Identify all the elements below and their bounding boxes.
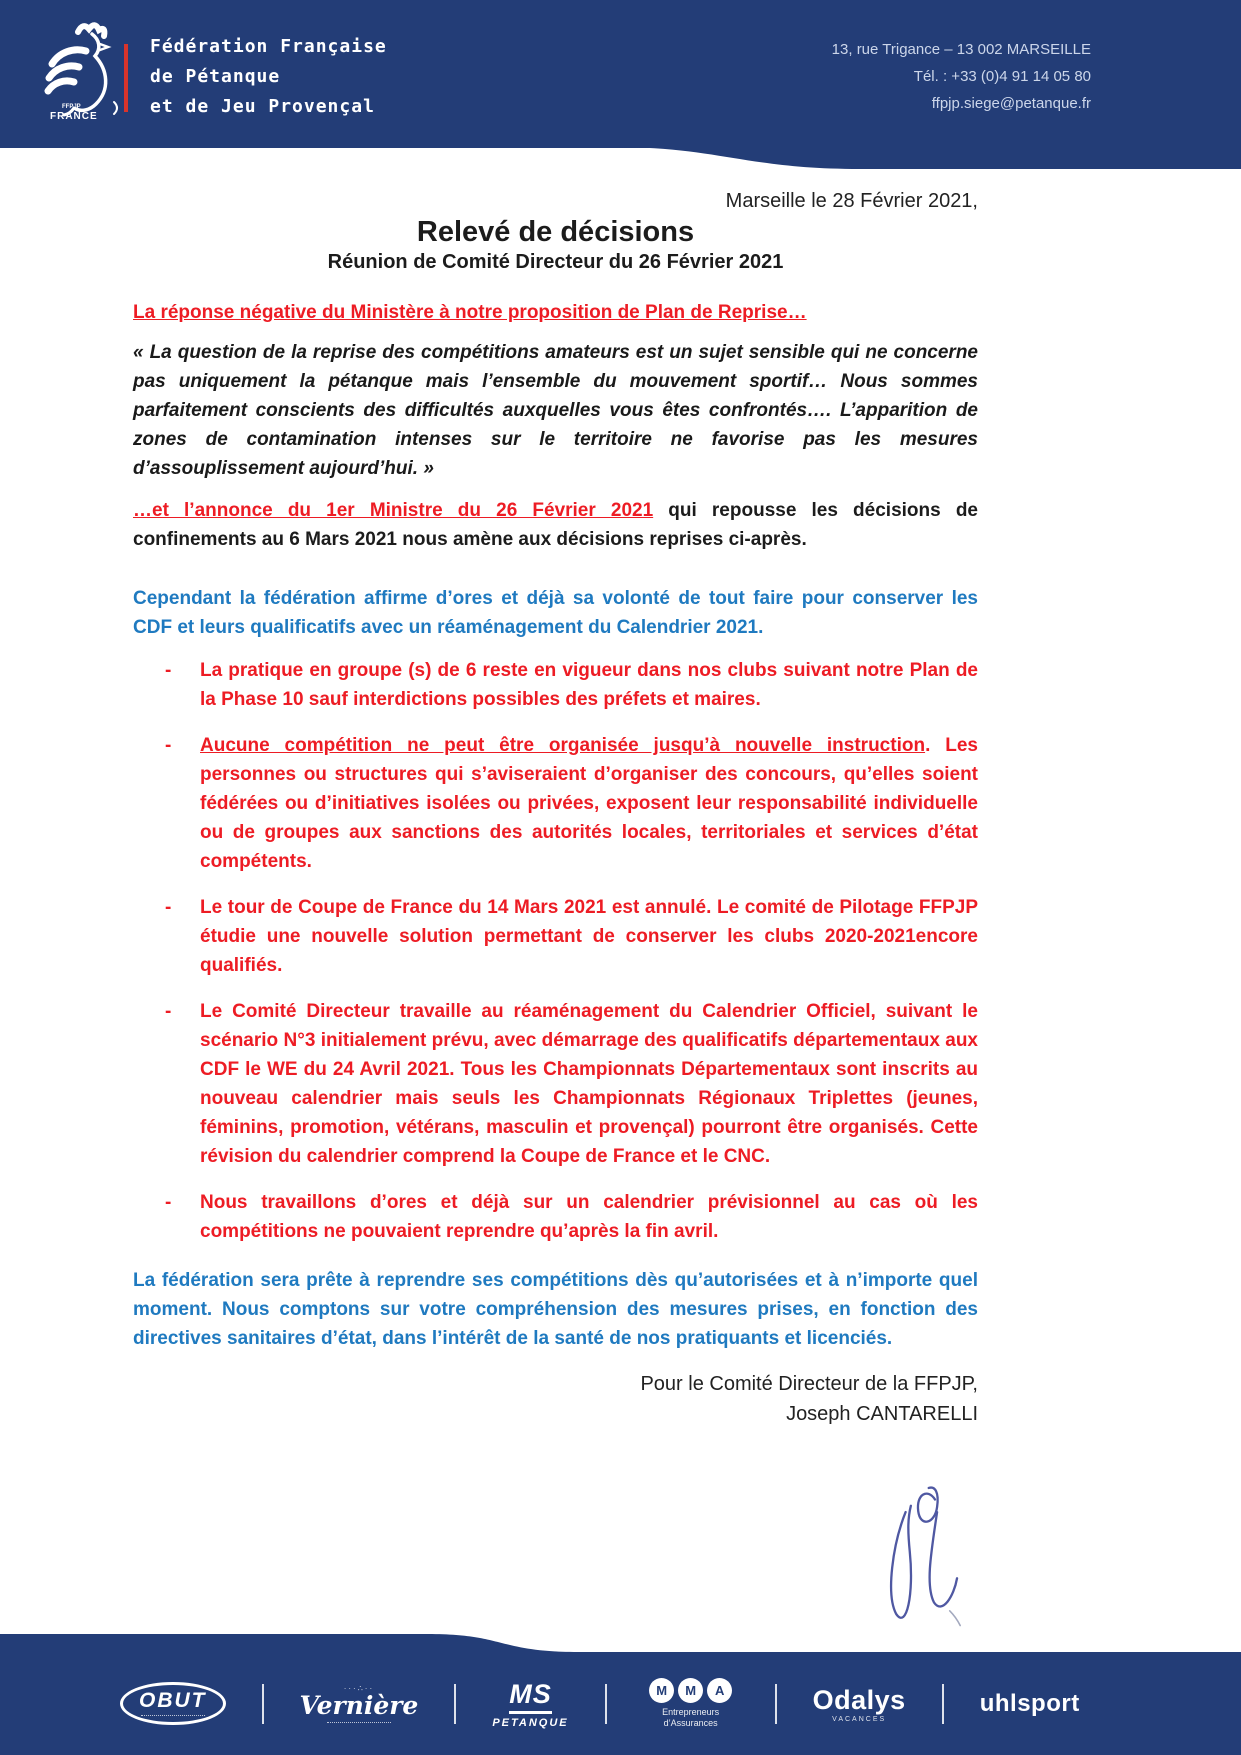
bullet-dash: - [165, 660, 172, 681]
verniere-sparkle-icon: ···∴·· [343, 1684, 375, 1693]
handwritten-signature [858, 1468, 970, 1636]
org-line-3: et de Jeu Provençal [150, 96, 375, 117]
sponsor-odalys [813, 1685, 906, 1723]
logo-acronym-text: FFPJP [62, 104, 81, 110]
federation-intent-paragraph: Cependant la fédération affirme d’ores et déjà sa volonté de tout faire pour conserver les CDF et leurs qualificatifs avec un réaménagement du Calendrier 2021. [133, 588, 978, 638]
mma-circle-a: A [707, 1678, 732, 1703]
mma-tagline: Entrepreneurs d’Assurances [662, 1707, 720, 1728]
mma-circle-m1: M [649, 1678, 674, 1703]
signoff-role: Pour le Comité Directeur de la FFPJP, [640, 1373, 978, 1395]
obut-oval-logo [120, 1682, 226, 1725]
decision-item-3 [133, 893, 978, 980]
document-title: Relevé de décisions [416, 216, 695, 248]
announcement-paragraph [133, 496, 978, 554]
sponsor-divider [605, 1684, 607, 1724]
letterhead-banner [0, 0, 1241, 148]
sponsor-divider [942, 1684, 944, 1724]
decision-item-1 [133, 656, 978, 714]
bullet-dash: - [165, 897, 172, 918]
red-heading-ministere: La réponse négative du Ministère à notre proposition de Plan de Reprise… [133, 302, 807, 323]
ffpjp-rooster-logo [34, 18, 130, 130]
logo-accent-bar [124, 44, 128, 112]
sponsor-verniere [300, 1684, 419, 1723]
sponsor-banner [0, 1652, 1241, 1755]
email-line: ffpjp.siege@petanque.fr [931, 95, 1091, 112]
phone-line: Tél. : +33 (0)4 91 14 05 80 [913, 68, 1091, 85]
closing-paragraph: La fédération sera prête à reprendre ses compétitions dès qu’autorisées et à n’importe quel moment. Nous comptons sur votre compréhension des mesures prises, en fonction des directives sanitaires d’état, dans l’intérêt de la santé de nos pratiquants et licenciés. [133, 1270, 978, 1349]
bullet-text: Le tour de Coupe de France du 14 Mars 2021 est annulé. Le comité de Pilotage FFPJP étudie une nouvelle solution permettant de conserver les clubs 2020-2021encore qualifiés. [200, 897, 978, 976]
footer-wave [0, 1634, 1241, 1654]
bullet-text: Le Comité Directeur travaille au réaménagement du Calendrier Officiel, suivant le scénario N°3 initialement prévu, avec démarrage des qualificatifs départementaux aux CDF le WE du 24 Avril 2021. Tous les Championnats Départementaux sont inscrits au nouveau calendrier mais seuls les Championnats Régionaux Triplettes (jeunes, féminins, promotion, vétérans, masculin et provençal) pourront être organisés. Cette révision du calendrier comprend la Coupe de France et le CNC. [200, 1001, 978, 1167]
decision-item-2 [133, 731, 978, 876]
sponsor-divider [454, 1684, 456, 1724]
decision-item-4 [133, 997, 978, 1171]
ms-monogram: MS [509, 1679, 552, 1714]
ms-petanque-label: PETANQUE [492, 1716, 569, 1729]
bullet-dash: - [165, 735, 172, 756]
mma-circles-icon [649, 1678, 732, 1703]
odalys-label: Odalys [812, 1684, 906, 1715]
announcement-red-lead: …et l’annonce du 1er Ministre du 26 Février 2021 [133, 500, 654, 521]
verniere-label: Vernière [299, 1691, 419, 1720]
bullet-text: . Les personnes ou structures qui s’aviseraient d’organiser des concours, qu’elles soient fédérées ou d’initiatives isolées ou privées, exposent leur responsabilité individuelle ou de groupes aux sanctions des autorités locales, territoriales et services d’état compétents. [200, 735, 978, 872]
obut-label: OBUT [139, 1689, 207, 1712]
sponsor-divider [775, 1684, 777, 1724]
logo-country-text: FRANCE [50, 111, 98, 122]
sponsor-divider [262, 1684, 264, 1724]
sponsor-uhlsport [980, 1690, 1080, 1718]
sponsor-row [120, 1652, 1080, 1755]
uhlsport-label: uhlsport [979, 1689, 1080, 1717]
sponsor-mma [643, 1678, 739, 1729]
bullet-underlined: Aucune compétition ne peut être organisée jusqu’à nouvelle instruction [200, 735, 926, 756]
document-subtitle: Réunion de Comité Directeur du 26 Février 2021 [327, 251, 784, 273]
bullet-text: La pratique en groupe (s) de 6 reste en vigueur dans nos clubs suivant notre Plan de la Phase 10 sauf interdictions possibles des préfets et maires. [200, 660, 978, 710]
bullet-dash: - [165, 1001, 172, 1022]
address-line: 13, rue Trigance – 13 002 MARSEILLE [831, 41, 1091, 58]
mma-circle-m2: M [678, 1678, 703, 1703]
organization-name [150, 32, 387, 122]
date-line: Marseille le 28 Février 2021, [725, 190, 978, 212]
signoff-name: Joseph CANTARELLI [786, 1403, 978, 1425]
sponsor-ms-petanque [492, 1679, 568, 1729]
bullet-text: Nous travaillons d’ores et déjà sur un calendrier prévisionnel au cas où les compétitions ne pouvaient reprendre qu’après la fin avril. [200, 1192, 978, 1242]
verniere-tagline-rule [327, 1722, 391, 1723]
bullet-dash: - [165, 1192, 172, 1213]
obut-tagline-rule [141, 1715, 205, 1716]
signature-block [133, 1369, 978, 1429]
ministry-quote: « La question de la reprise des compétitions amateurs est un sujet sensible qui ne concerne pas uniquement la pétanque mais l’ensemble du mouvement sportif… Nous sommes parfaitement conscients des difficultés auxquelles vous êtes confrontés…. L’apparition de zones de contamination intenses sur le territoire ne favorise pas les mesures d’assouplissement aujourd’hui. » [133, 342, 978, 479]
org-line-1: Fédération Française [150, 36, 387, 57]
contact-block [832, 36, 1091, 117]
document-body [133, 190, 978, 1429]
decision-item-5 [133, 1188, 978, 1246]
sponsor-obut [120, 1682, 226, 1725]
announcement-black-rest: qui repousse les décisions de confinements au 6 Mars 2021 nous amène aux décisions reprises ci-après. [133, 500, 979, 550]
header-wave [0, 147, 1241, 171]
decision-list [133, 656, 978, 1246]
odalys-vacances-label: VACANCES [832, 1715, 887, 1723]
org-line-2: de Pétanque [150, 66, 281, 87]
